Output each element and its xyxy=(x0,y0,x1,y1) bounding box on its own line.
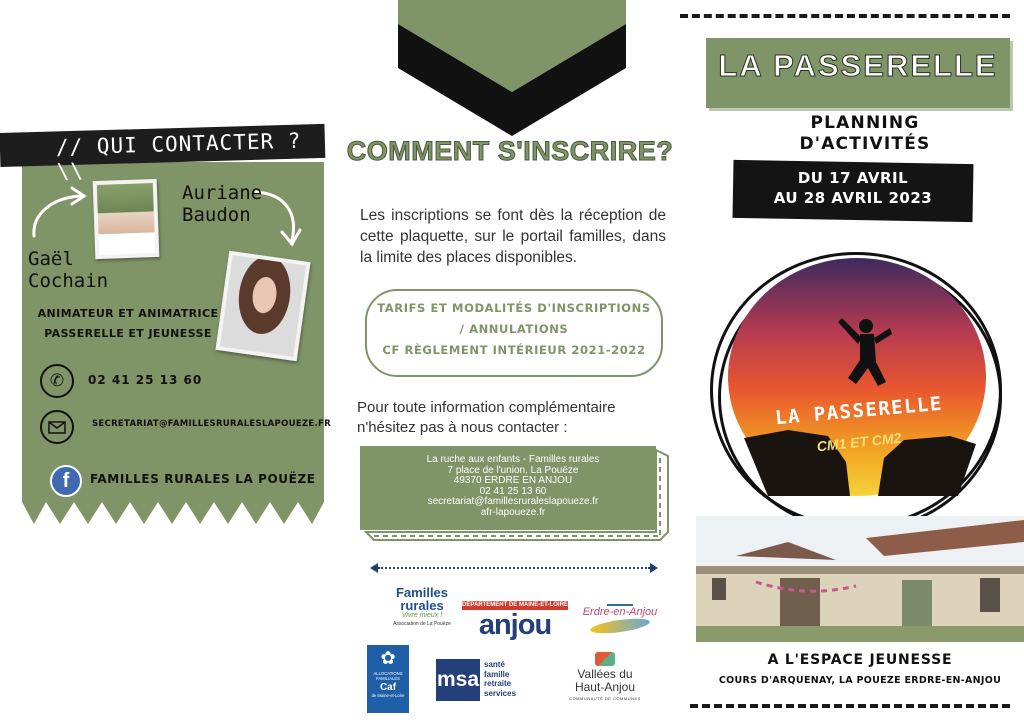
address-block xyxy=(376,455,650,519)
logo-text: msa xyxy=(436,659,480,701)
msa-logo xyxy=(436,659,532,701)
logo-text: Familles rurales xyxy=(395,585,449,613)
address-line: La ruche aux enfants - Familles rurales xyxy=(426,454,600,465)
logo-text: Caf xyxy=(379,682,397,693)
name-gael-last: Cochain xyxy=(28,270,109,292)
logo-text: anjou xyxy=(478,609,552,641)
role-line-1: ANIMATEUR ET ANIMATRICE xyxy=(37,307,219,320)
name-auriane xyxy=(182,182,262,226)
tarifs-line-2: / ANNULATIONS xyxy=(459,322,569,336)
arrow-left-icon xyxy=(370,563,378,573)
email-link[interactable]: SECRETARIAT@FAMILLESRURALESLAPOUEZE.FR xyxy=(92,419,331,429)
planning-line-1: PLANNING xyxy=(810,113,920,133)
tarifs-box xyxy=(365,289,663,377)
address-line: 7 place de l'union, La Pouëze xyxy=(447,464,579,476)
info-text xyxy=(357,398,677,438)
phone-icon: ✆ xyxy=(40,364,74,398)
phone-number[interactable]: 02 41 25 13 60 xyxy=(88,373,203,387)
photo-auriane xyxy=(215,251,310,361)
tarifs-line-3: CF RÈGLEMENT INTÉRIEUR 2021-2022 xyxy=(382,343,646,357)
dates-line-2: AU 28 AVRIL 2023 xyxy=(773,189,933,207)
location-address: COURS D'ARQUENAY, LA POUEZE ERDRE-EN-ANJOU xyxy=(718,675,1002,686)
planning-line-2: D'ACTIVITÉS xyxy=(799,134,931,154)
facebook-icon[interactable]: f xyxy=(50,465,82,497)
role-line-2: PASSERELLE ET JEUNESSE xyxy=(44,327,212,340)
logo-subtext: ALLOCATIONS FAMILIALES xyxy=(373,671,403,681)
address-email[interactable]: secretariat@famillesruraleslapoueze.fr xyxy=(427,496,599,508)
name-gael-first: Gaël xyxy=(28,248,74,270)
logo-mark-icon xyxy=(595,652,615,666)
info-line-1: Pour toute information complémentaire xyxy=(357,399,616,416)
logo-subtext: Association de La Pouëze xyxy=(393,621,451,627)
erdre-en-anjou-logo xyxy=(580,594,660,640)
jumper-silhouette xyxy=(830,312,894,400)
logo-house-icon xyxy=(607,594,633,606)
logo-subtext: DÉPARTEMENT DE MAINE-ET-LOIRE xyxy=(462,602,568,608)
badge-title: LA PASSERELLE xyxy=(774,392,944,430)
dates-line-1: DU 17 AVRIL xyxy=(797,169,909,187)
building-photo xyxy=(696,516,1024,642)
dashed-border-top xyxy=(680,14,1010,18)
location-title: A L'ESPACE JEUNESSE xyxy=(767,652,953,668)
name-auriane-first: Auriane xyxy=(182,182,263,204)
logo-slogan: Vivre mieux ! xyxy=(401,612,443,619)
badge-subtitle: CM1 ET CM2 xyxy=(815,429,902,455)
page-title: LA PASSERELLE xyxy=(718,48,998,83)
logo-text: Vallées du Haut-Anjou xyxy=(574,667,636,694)
arrow-right-icon xyxy=(650,563,658,573)
address-phone[interactable]: 02 41 25 13 60 xyxy=(479,485,547,497)
logo-text: Erdre-en-Anjou xyxy=(582,606,658,618)
mail-icon xyxy=(40,410,74,444)
planning-subtitle xyxy=(760,113,970,155)
dotted-divider xyxy=(378,567,650,569)
inscription-text: Les inscriptions se font dès la réception de cette plaquette, sur le portail familles, dans la limite des places disponibles. xyxy=(360,207,666,266)
curved-arrow-icon xyxy=(28,184,92,240)
role-text xyxy=(28,304,228,344)
contact-banner xyxy=(0,124,325,184)
chevron-down-decoration xyxy=(398,0,626,136)
contact-banner-text: // QUI CONTACTER ? \\ xyxy=(55,128,302,184)
logo-swoosh xyxy=(589,616,650,636)
familles-rurales-logo xyxy=(390,586,454,644)
logo-subtext: de Maine-et-Loire xyxy=(371,693,405,698)
vallees-haut-anjou-logo xyxy=(552,652,658,708)
name-gael xyxy=(28,248,108,292)
caf-star-icon: ✿ xyxy=(380,648,396,669)
info-line-2: n'hésitez pas à nous contacter : xyxy=(357,419,568,436)
anjou-logo xyxy=(462,601,568,641)
name-auriane-last: Baudon xyxy=(182,204,251,226)
dashed-border-bottom xyxy=(690,704,1010,708)
zigzag-edge xyxy=(22,500,324,526)
facebook-page-link[interactable]: FAMILLES RURALES LA POUËZE xyxy=(90,472,316,486)
address-line: 49370 ERDRE EN ANJOU xyxy=(453,475,573,487)
address-website[interactable]: afr-lapoueze.fr xyxy=(480,506,546,518)
tarifs-line-1: TARIFS ET MODALITÉS D'INSCRIPTIONS xyxy=(377,301,651,315)
logo-subtext: COMMUNAUTÉ DE COMMUNES xyxy=(569,696,641,701)
caf-logo xyxy=(367,645,409,713)
logo-subtext: santé famille retraite services xyxy=(484,660,517,698)
inscription-title: COMMENT S'INSCRIRE? xyxy=(346,136,674,166)
dates-text xyxy=(733,168,973,208)
